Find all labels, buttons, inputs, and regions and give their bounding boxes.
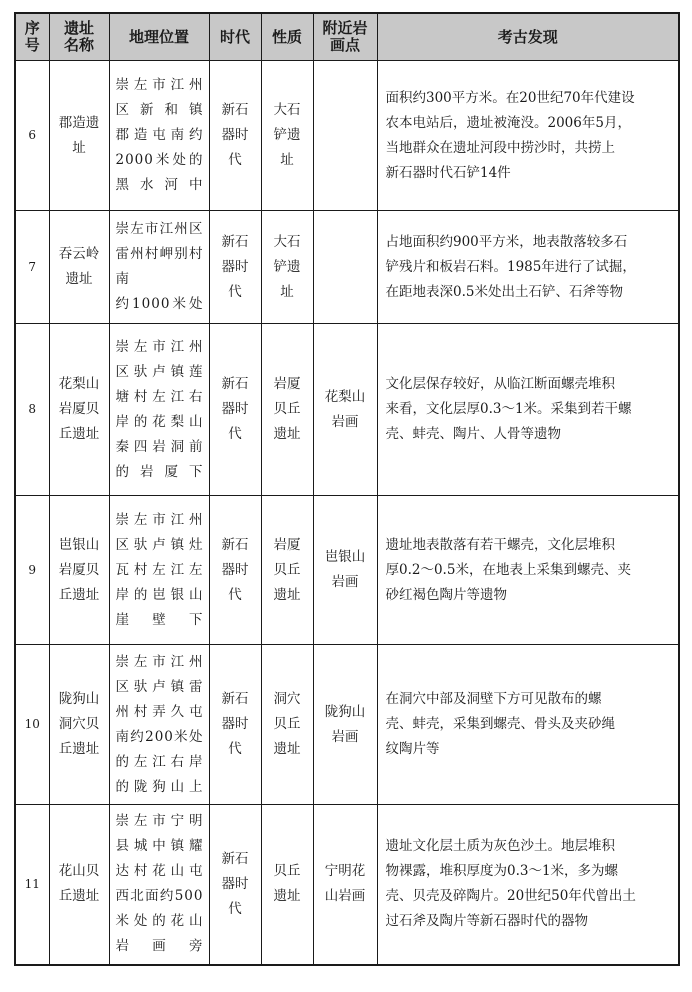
cell-nature-line: 岩厦 (273, 536, 301, 553)
cell-site-name-line: 陇狗山 (58, 691, 100, 707)
cell-location-line: 州村弄久屯 (115, 703, 204, 720)
cell-findings (377, 645, 679, 805)
cell-site-name-line: 丘遗址 (58, 888, 100, 905)
cell-nature-line: 址 (280, 152, 294, 168)
sites-table-container (14, 12, 678, 966)
cell-era-line: 新石 (221, 376, 249, 392)
cell-site-name-line: 丘遗址 (58, 741, 100, 757)
cell-nature-line: 岩厦 (273, 376, 301, 392)
cell-findings-line: 壳、蚌壳，采集到螺壳、骨头及夹砂绳 (385, 716, 615, 732)
cell-nature (261, 324, 313, 496)
cell-location (109, 324, 209, 496)
cell-location (109, 645, 209, 805)
cell-location-line: 米处的花山 (115, 913, 204, 930)
cell-findings-line: 在距地表深0.5米处出土石铲、石斧等物 (385, 283, 623, 300)
cell-site-name-line: 岜银山 (58, 536, 100, 553)
cell-rock-art-line: 岩画 (331, 574, 359, 590)
cell-era-line: 新石 (221, 850, 249, 867)
cell-nature (261, 496, 313, 645)
cell-location-line: 的左江右岸 (115, 753, 204, 770)
cell-era-line: 代 (228, 283, 242, 300)
cell-nature-line: 大石 (273, 102, 301, 118)
cell-rock-art-line: 岜银山 (324, 549, 366, 565)
cell-findings (377, 805, 679, 965)
table-row (15, 61, 679, 211)
cell-era (209, 645, 261, 805)
cell-nature-line: 贝丘 (273, 561, 301, 578)
cell-location-line: 崇左市江州 (115, 338, 204, 355)
cell-site-name-line: 址 (72, 139, 86, 156)
cell-no: 7 (15, 211, 49, 324)
table-row (15, 324, 679, 496)
cell-rock-art (313, 645, 377, 805)
cell-site-name-line: 丘遗址 (58, 586, 100, 603)
cell-location-line: 秦四岩洞前 (115, 438, 204, 455)
cell-site-name (49, 496, 109, 645)
cell-findings-line: 新石器时代石铲14件 (385, 164, 511, 181)
cell-site-name (49, 61, 109, 211)
cell-location (109, 805, 209, 965)
cell-location-line: 崇左市江州 (115, 77, 204, 93)
cell-location-line: 西北面约500 (115, 888, 204, 905)
header-era: 时代 (209, 13, 261, 61)
cell-findings-line: 物裸露，堆积厚度为0.3～1米，多为螺 (385, 863, 619, 880)
cell-rock-art-line: 岩画 (331, 728, 359, 745)
cell-nature-line: 贝丘 (273, 401, 301, 417)
cell-findings-line: 占地面积约900平方米，地表散落较多石 (385, 233, 628, 250)
cell-nature-line: 遗址 (273, 741, 301, 757)
header-rock-art: 附近岩 画点 (313, 13, 377, 61)
cell-findings (377, 324, 679, 496)
table-row (15, 211, 679, 324)
cell-nature-line: 洞穴 (273, 691, 301, 707)
cell-findings-line: 文化层保存较好，从临江断面螺壳堆积 (385, 376, 615, 392)
cell-era-line: 器时 (221, 258, 249, 275)
cell-site-name-line: 吞云岭 (58, 246, 100, 262)
cell-era-line: 代 (228, 152, 242, 168)
cell-era (209, 61, 261, 211)
archaeological-sites-table (14, 12, 680, 966)
cell-rock-art-line: 陇狗山 (324, 703, 366, 720)
cell-era (209, 496, 261, 645)
header-row (15, 13, 679, 61)
cell-site-name-line: 洞穴贝 (58, 716, 100, 732)
cell-location (109, 496, 209, 645)
cell-nature-line: 遗址 (273, 426, 301, 442)
cell-era-line: 新石 (221, 691, 249, 707)
cell-findings-line: 纹陶片等 (385, 741, 440, 757)
cell-nature (261, 61, 313, 211)
cell-location (109, 61, 209, 211)
cell-era-line: 代 (228, 586, 242, 603)
cell-site-name-line: 岩厦贝 (58, 401, 100, 417)
cell-location-line: 瓦村左江左 (115, 561, 204, 578)
header-nature: 性质 (261, 13, 313, 61)
cell-nature-line: 址 (280, 283, 294, 300)
cell-site-name-line: 花山贝 (58, 863, 100, 880)
cell-era-line: 新石 (221, 102, 249, 118)
cell-era-line: 器时 (221, 561, 249, 578)
cell-findings-line: 面积约300平方米。在20世纪70年代建设 (385, 89, 635, 106)
cell-location-line: 约1000米处 (115, 296, 204, 312)
cell-era-line: 器时 (221, 875, 249, 892)
cell-nature-line: 遗址 (273, 888, 301, 905)
cell-rock-art-line: 岩画 (331, 413, 359, 430)
cell-era-line: 代 (228, 426, 242, 442)
cell-nature-line: 遗址 (273, 586, 301, 603)
cell-location (109, 211, 209, 324)
table-body (15, 61, 679, 965)
cell-rock-art (313, 324, 377, 496)
header-findings: 考古发现 (377, 13, 679, 61)
cell-location-line: 岸的岜银山 (115, 586, 204, 603)
cell-location-line: 崖壁下 (115, 611, 204, 628)
header-name: 遗址 名称 (49, 13, 109, 61)
cell-findings (377, 496, 679, 645)
cell-location-line: 的岩厦下 (115, 463, 204, 480)
cell-nature-line: 大石 (273, 233, 301, 250)
cell-location-line: 崇左市江州 (115, 511, 204, 528)
cell-era-line: 器时 (221, 127, 249, 143)
cell-location-line: 郡造屯南约 (115, 127, 204, 143)
header-location: 地理位置 (109, 13, 209, 61)
cell-findings-line: 当地群众在遗址河段中捞沙时，共捞上 (385, 139, 615, 156)
cell-nature (261, 805, 313, 965)
cell-location-line: 区新和镇 (115, 102, 204, 118)
cell-era (209, 324, 261, 496)
cell-findings-line: 来看，文化层厚0.3～1米。采集到若干螺 (385, 401, 632, 417)
cell-location-line: 区驮卢镇莲 (115, 363, 204, 380)
cell-no: 11 (15, 805, 49, 965)
cell-findings-line: 遗址文化层土质为灰色沙土。地层堆积 (385, 838, 615, 855)
table-row (15, 805, 679, 965)
cell-rock-art (313, 211, 377, 324)
cell-location-line: 的陇狗山上 (115, 778, 204, 795)
cell-nature (261, 211, 313, 324)
cell-era-line: 新石 (221, 233, 249, 250)
cell-site-name (49, 324, 109, 496)
cell-no: 10 (15, 645, 49, 805)
cell-location-line: 崇左市宁明 (115, 813, 204, 830)
cell-location-line: 黑水河中 (115, 177, 204, 193)
cell-findings-line: 遗址地表散落有若干螺壳，文化层堆积 (385, 536, 615, 553)
cell-site-name-line: 岩厦贝 (58, 561, 100, 578)
cell-era-line: 器时 (221, 401, 249, 417)
cell-findings-line: 铲残片和板岩石料。1985年进行了试掘， (385, 258, 636, 275)
cell-era-line: 器时 (221, 716, 249, 732)
cell-location-line: 南约200米处 (115, 728, 204, 745)
cell-location-line: 达村花山屯 (115, 863, 204, 880)
cell-findings (377, 61, 679, 211)
cell-no: 8 (15, 324, 49, 496)
cell-findings-line: 厚0.2～0.5米，在地表上采集到螺壳、夹 (385, 561, 631, 578)
cell-nature (261, 645, 313, 805)
table-row (15, 645, 679, 805)
header-no: 序 号 (15, 13, 49, 61)
cell-findings-line: 壳、蚌壳、陶片、人骨等遗物 (385, 426, 561, 442)
cell-findings (377, 211, 679, 324)
cell-nature-line: 贝丘 (273, 863, 301, 880)
cell-site-name-line: 丘遗址 (58, 426, 100, 442)
cell-no: 9 (15, 496, 49, 645)
table-row (15, 496, 679, 645)
cell-era-line: 代 (228, 900, 242, 917)
cell-rock-art (313, 805, 377, 965)
cell-site-name-line: 遗址 (65, 271, 93, 287)
cell-location-line: 崇左市江州区 (115, 221, 204, 237)
cell-era-line: 新石 (221, 536, 249, 553)
cell-location-line: 县城中镇耀 (115, 838, 204, 855)
cell-era-line: 代 (228, 741, 242, 757)
cell-nature-line: 铲遗 (273, 258, 301, 275)
cell-location-line: 岩画旁 (115, 938, 204, 955)
cell-rock-art-line: 山岩画 (324, 888, 366, 905)
cell-era (209, 805, 261, 965)
cell-location-line: 岸的花梨山 (115, 413, 204, 430)
cell-site-name (49, 645, 109, 805)
cell-location-line: 崇左市江州 (115, 653, 204, 670)
cell-nature-line: 铲遗 (273, 127, 301, 143)
cell-location-line: 区驮卢镇灶 (115, 536, 204, 553)
cell-era (209, 211, 261, 324)
cell-site-name (49, 211, 109, 324)
cell-location-line: 塘村左江右 (115, 388, 204, 405)
cell-findings-line: 过石斧及陶片等新石器时代的器物 (385, 913, 588, 930)
cell-nature-line: 贝丘 (273, 716, 301, 732)
cell-location-line: 雷州村岬别村南 (115, 246, 204, 287)
cell-findings-line: 壳、贝壳及碎陶片。20世纪50年代曾出土 (385, 888, 636, 905)
cell-site-name-line: 郡造遗 (58, 114, 100, 131)
cell-findings-line: 农本电站后，遗址被淹没。2006年5月， (385, 114, 631, 131)
cell-findings-line: 在洞穴中部及洞壁下方可见散布的螺 (385, 691, 602, 707)
cell-rock-art-line: 宁明花 (324, 863, 366, 880)
cell-rock-art (313, 496, 377, 645)
cell-rock-art-line: 花梨山 (324, 388, 366, 405)
cell-location-line: 区驮卢镇雷 (115, 678, 204, 695)
cell-no: 6 (15, 61, 49, 211)
cell-rock-art (313, 61, 377, 211)
cell-site-name-line: 花梨山 (58, 376, 100, 392)
cell-findings-line: 砂红褐色陶片等遗物 (385, 586, 507, 603)
cell-site-name (49, 805, 109, 965)
cell-location-line: 2000米处的 (115, 152, 204, 168)
